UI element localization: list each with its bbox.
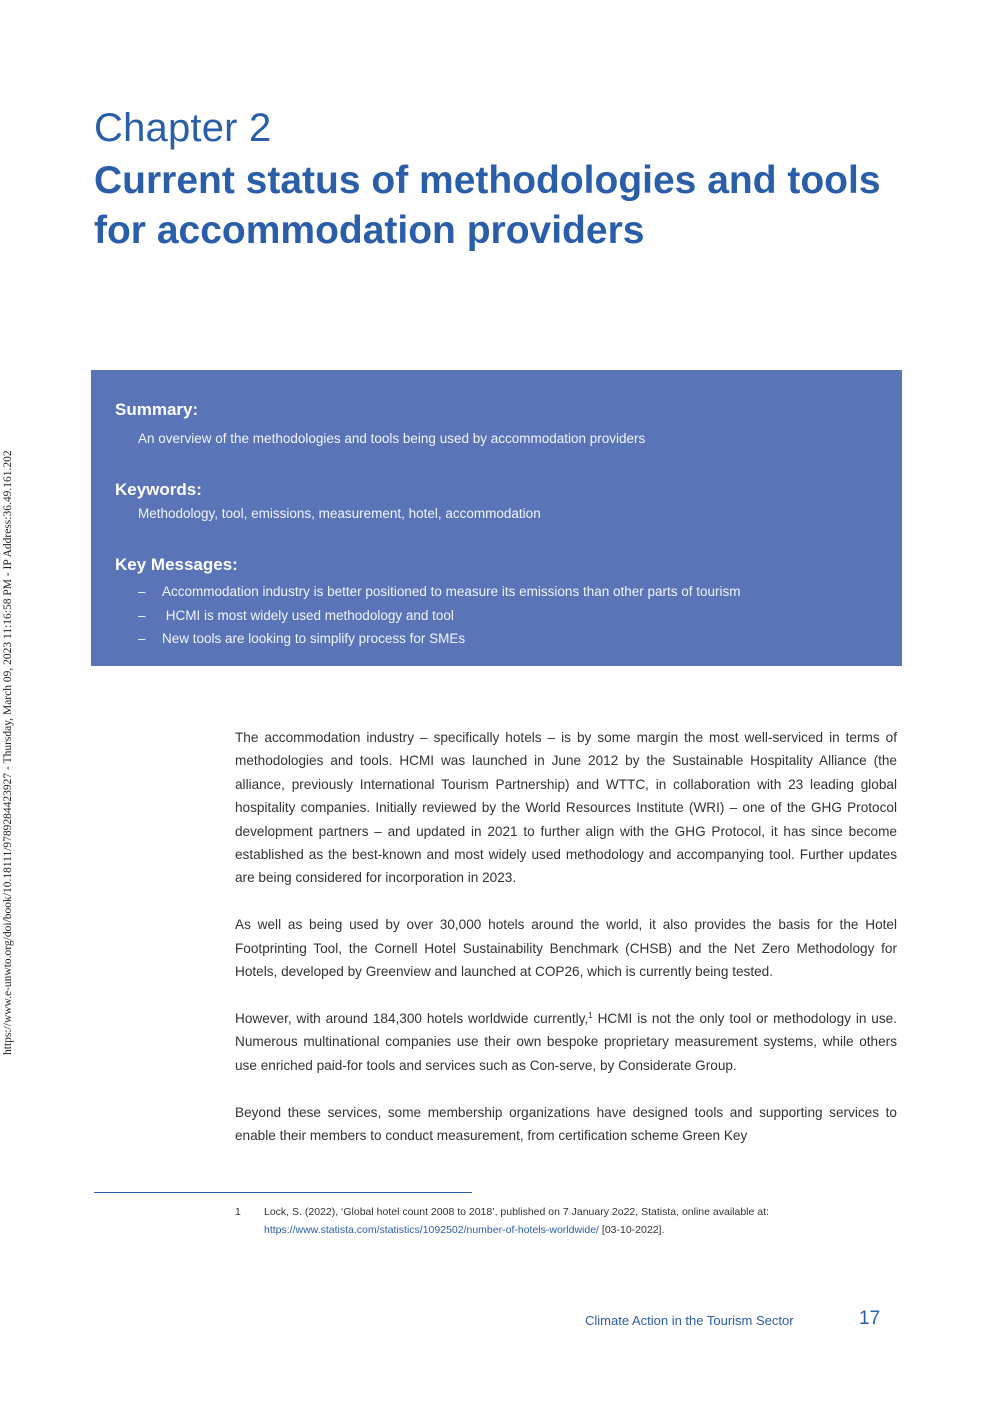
dash-bullet: – (138, 584, 146, 599)
footnote-number: 1 (235, 1206, 241, 1218)
summary-heading: Summary: (115, 400, 199, 419)
footnote-text: Lock, S. (2022), ‘Global hotel count 2008 to 2018’, published on 7 January 2o22, Statista, online available at: (264, 1206, 769, 1218)
list-item (138, 604, 741, 628)
message-text: Accommodation industry is better positioned to measure its emissions than other parts of tourism (162, 584, 741, 599)
side-access-url: https://www.e-unwto.org/doi/book/10.18111/9789284423927 - Thursday, March 09, 2023 11:16:58 PM - IP Address:36.49.161.202 (2, 450, 14, 1055)
body-text (235, 726, 897, 1171)
paragraph-text: However, with around 184,300 hotels worldwide currently, (235, 1011, 589, 1027)
footnote-date: [03-10-2022]. (598, 1224, 665, 1236)
dash-bullet: – (138, 607, 146, 623)
key-messages-heading: Key Messages: (115, 555, 238, 574)
footer-publication-title: Climate Action in the Tourism Sector (585, 1313, 794, 1328)
footnote (235, 1203, 875, 1239)
footnote-body (264, 1203, 875, 1239)
paragraph: As well as being used by over 30,000 hotels around the world, it also provides the basis for the Hotel Footprinting Tool, the Cornell Hotel Sustainability Benchmark (CHSB) and the Net Zero Methodology for Hotels, developed by Greenview and launched at COP26, which is currently being tested. (235, 917, 897, 980)
chapter-title: Current status of methodologies and tools for accommodation providers (94, 159, 881, 252)
keywords-heading: Keywords: (115, 480, 202, 499)
paragraph: Beyond these services, some membership organizations have designed tools and supporting services to enable their members to conduct measurement, from certification scheme Green Key (235, 1104, 897, 1144)
footnote-ref[interactable]: 1 (588, 1011, 593, 1021)
paragraph-text: HCMI is not the only tool or methodology in use. Numerous multinational companies use their own bespoke proprietary measurement systems, while others use enriched paid-for tools and services such as Con-serve, by Considerate Group. (235, 1011, 897, 1073)
message-text: New tools are looking to simplify process for SMEs (162, 631, 466, 646)
summary-text: An overview of the methodologies and tools being used by accommodation providers (138, 431, 646, 446)
summary-box (91, 370, 902, 666)
page-number: 17 (859, 1308, 881, 1329)
dash-bullet: – (138, 631, 146, 646)
key-messages-list (138, 580, 741, 651)
list-item (138, 580, 741, 604)
footnote-link[interactable]: https://www.statista.com/statistics/1092502/number-of-hotels-worldwide/ (264, 1224, 599, 1236)
footnote-divider (94, 1192, 472, 1193)
list-item (138, 627, 741, 651)
message-text: HCMI is most widely used methodology and tool (162, 607, 454, 623)
keywords-text: Methodology, tool, emissions, measurement, hotel, accommodation (138, 506, 541, 521)
paragraph (235, 1007, 897, 1077)
paragraph: The accommodation industry – specifically hotels – is by some margin the most well-serviced in terms of methodologies and tools. HCMI was launched in June 2012 by the Sustainable Hospitality Alliance (the alliance, previously International Tourism Partnership) and WTTC, in collaboration with 23 leading global hospitality companies. Initially reviewed by the World Resources Institute (WRI) – one of the GHG Protocol development partners – and updated in 2021 to further align with the GHG Protocol, it has since become established as the best-known and most widely used methodology and accompanying tool. Further updates are being considered for incorporation in 2023. (235, 730, 897, 886)
chapter-label: Chapter 2 (94, 106, 272, 150)
